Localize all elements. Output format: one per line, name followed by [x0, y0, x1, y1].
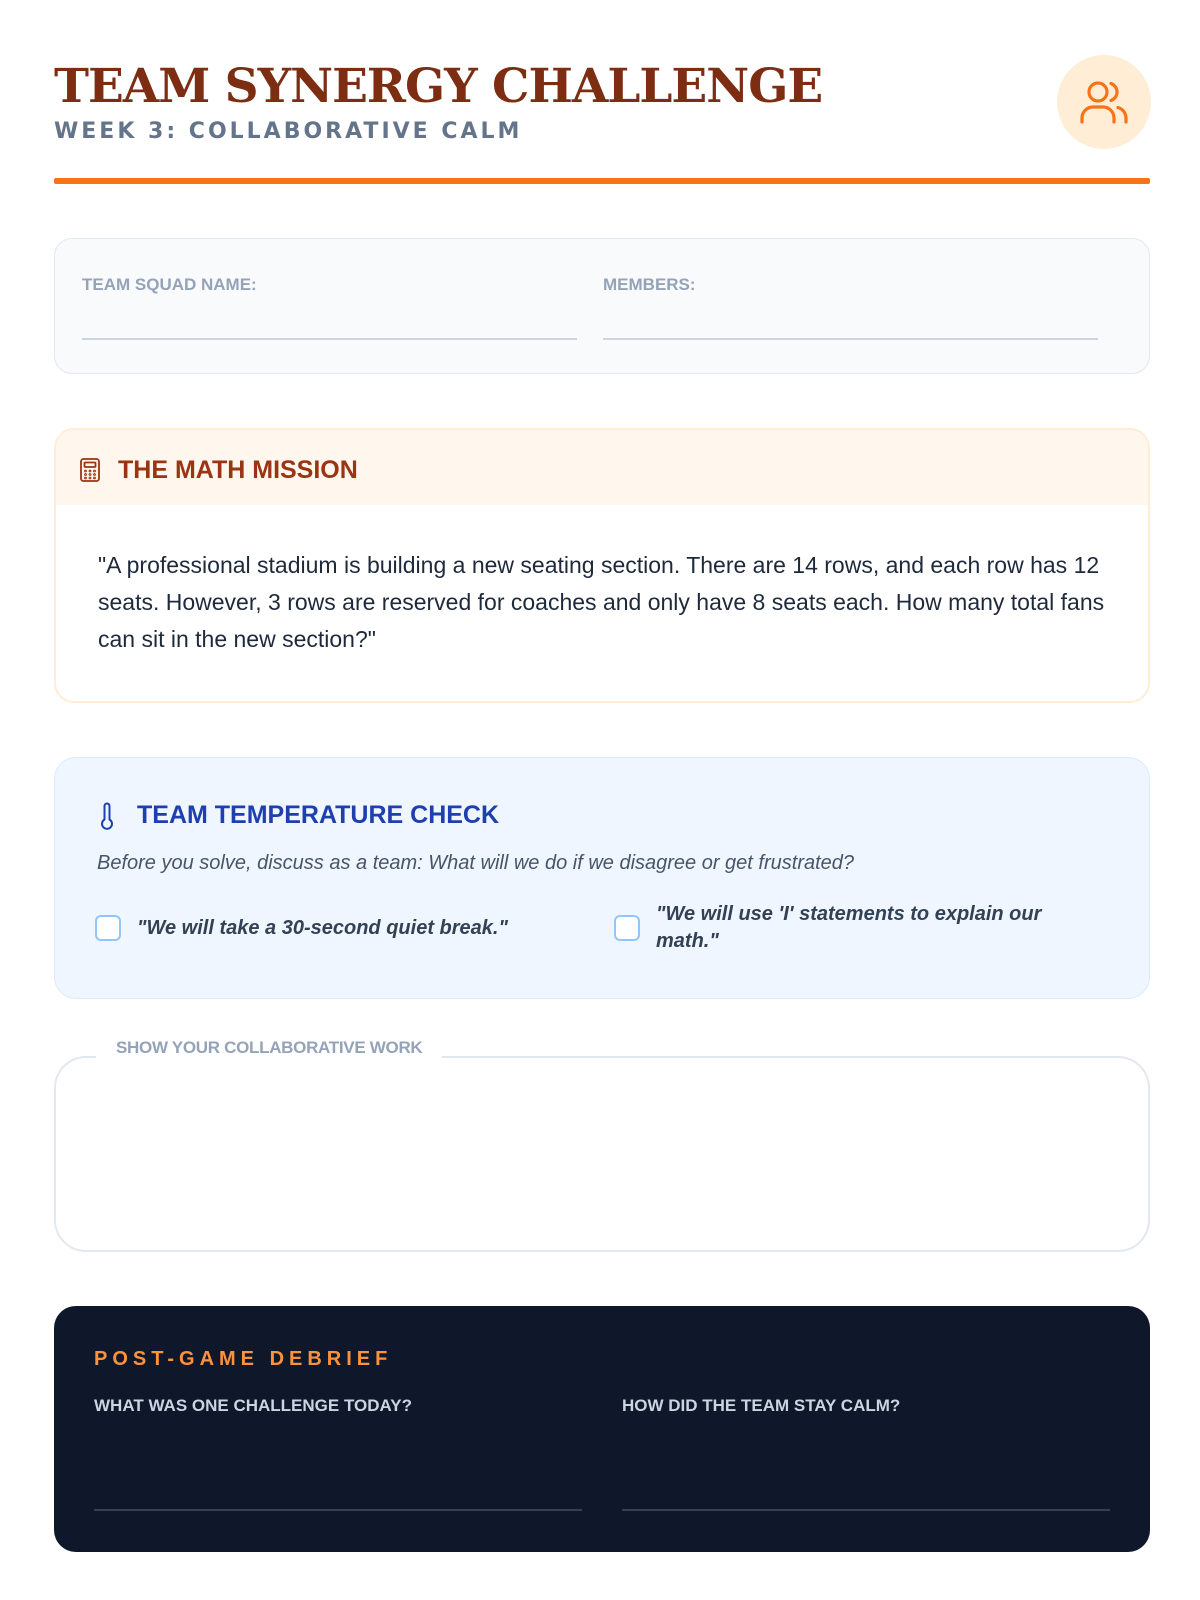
debrief-question-challenge: WHAT WAS ONE CHALLENGE TODAY? [94, 1396, 412, 1415]
mission-title: THE MATH MISSION [118, 456, 358, 484]
calculator-icon [80, 458, 100, 482]
temperature-check-card [54, 757, 1150, 999]
temperature-title: TEAM TEMPERATURE CHECK [137, 801, 500, 829]
members-label: MEMBERS: [603, 275, 696, 294]
option-label-i-statements: "We will use 'I' statements to explain our math." [656, 903, 1042, 952]
calm-answer-field[interactable] [622, 1509, 1110, 1511]
challenge-answer-field[interactable] [94, 1509, 582, 1511]
option-checkbox-quiet-break[interactable] [95, 915, 121, 941]
option-label-quiet-break: "We will take a 30-second quiet break." [137, 917, 508, 939]
temperature-prompt: Before you solve, discuss as a team: What will we do if we disagree or get frustrated? [97, 852, 855, 874]
squad-name-label: TEAM SQUAD NAME: [82, 275, 257, 294]
team-info-card [54, 238, 1150, 374]
work-area-label: SHOW YOUR COLLABORATIVE WORK [96, 1038, 442, 1058]
worksheet-header [54, 58, 1150, 186]
header-divider [54, 178, 1150, 184]
team-badge [1057, 55, 1151, 149]
mission-problem-text: "A professional stadium is building a new seating section. There are 14 rows, and each row has 12 seats. However, 3 rows are reserved for coaches and only have 8 seats each. How many total fans can sit in the new section?" [98, 552, 1105, 652]
mission-header [56, 430, 1148, 505]
collaborative-work-area[interactable] [54, 1056, 1150, 1252]
thermometer-icon [99, 802, 115, 830]
post-game-debrief-card [54, 1306, 1150, 1552]
debrief-question-calm: HOW DID THE TEAM STAY CALM? [622, 1396, 901, 1415]
squad-name-field[interactable] [82, 338, 577, 340]
page-subtitle: WEEK 3: COLLABORATIVE CALM [54, 119, 523, 144]
math-mission-card [54, 428, 1150, 703]
users-icon [1079, 79, 1129, 125]
members-field[interactable] [603, 338, 1098, 340]
option-checkbox-i-statements[interactable] [614, 915, 640, 941]
debrief-title: POST-GAME DEBRIEF [94, 1348, 393, 1370]
page-title: TEAM SYNERGY CHALLENGE [54, 59, 823, 114]
